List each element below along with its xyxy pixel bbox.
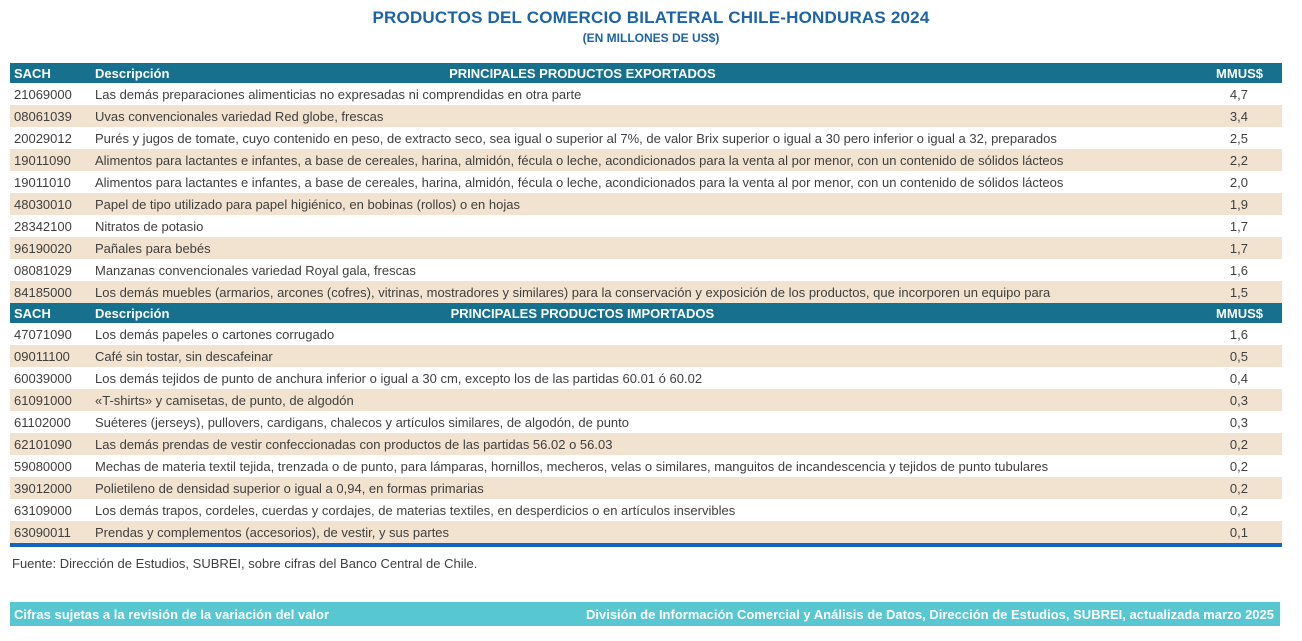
page-title: PRODUCTOS DEL COMERCIO BILATERAL CHILE-HONDURAS 2024 [372,8,930,27]
table-row [10,521,1282,543]
product-description: Nitratos de potasio [95,218,204,234]
banner-note-right: División de Información Comercial y Análisis de Datos, Dirección de Estudios, SUBREI, actualizada marzo 2025 [585,606,1274,622]
column-header-mmus: MMUS$ [1216,65,1263,81]
value-mmus: 0,1 [1229,524,1248,540]
column-header-sach: SACH [14,305,51,321]
sach-code: 60039000 [14,370,72,386]
banner-note-left: Cifras sujetas a la revisión de la variación del valor [14,606,330,622]
document-page [0,8,1302,641]
sach-code: 62101090 [14,436,72,452]
product-description: Papel de tipo utilizado para papel higiénico, en bobinas (rollos) o en hojas [95,196,520,212]
column-header-description: Descripción [95,65,170,81]
trade-table [10,63,1282,547]
product-description: «T-shirts» y camisetas, de punto, de algodón [95,392,354,408]
value-mmus: 1,9 [1229,196,1248,212]
table-row [10,455,1282,477]
table-row [10,499,1282,521]
value-mmus: 0,2 [1229,458,1248,474]
footer-banner [10,602,1280,626]
table-row [10,105,1282,127]
value-mmus: 2,2 [1229,152,1248,168]
product-description: Los demás muebles (armarios, arcones (cofres), vitrinas, mostradores y similares) para la conservación y exposición de los productos, que incorporen un equipo para [95,284,1051,300]
product-description: Alimentos para lactantes e infantes, a base de cereales, harina, almidón, fécula o leche, acondicionados para la venta al por menor, con un contenido de sólidos lácteos [95,152,1064,168]
column-header-sach: SACH [14,65,51,81]
sach-code: 21069000 [14,86,72,102]
exports-rows [10,83,1282,303]
sach-code: 08061039 [14,108,72,124]
product-description: Los demás papeles o cartones corrugado [95,326,335,342]
imports-header-row [10,303,1282,323]
table-row [10,193,1282,215]
sach-code: 59080000 [14,458,72,474]
product-description: Suéteres (jerseys), pullovers, cardigans, chalecos y artículos similares, de algodón, de punto [95,414,629,430]
table-row [10,259,1282,281]
sach-code: 84185000 [14,284,72,300]
sach-code: 19011010 [14,174,71,190]
imports-rows [10,323,1282,543]
value-mmus: 0,5 [1229,348,1248,364]
table-row [10,127,1282,149]
sach-code: 09011100 [14,348,70,364]
product-description: Café sin tostar, sin descafeinar [95,348,273,364]
value-mmus: 1,7 [1229,240,1248,256]
value-mmus: 1,6 [1229,262,1248,278]
value-mmus: 0,3 [1229,392,1248,408]
table-row [10,433,1282,455]
table-row [10,345,1282,367]
table-row [10,367,1282,389]
product-description: Alimentos para lactantes e infantes, a base de cereales, harina, almidón, fécula o leche, acondicionados para la venta al por menor, con un contenido de sólidos lácteos [95,174,1064,190]
source-note: Fuente: Dirección de Estudios, SUBREI, sobre cifras del Banco Central de Chile. [12,556,478,571]
sach-code: 96190020 [14,240,72,256]
sach-code: 61091000 [14,392,72,408]
value-mmus: 0,4 [1229,370,1248,386]
value-mmus: 0,2 [1229,502,1248,518]
bottom-divider-line [10,543,1282,547]
table-row [10,477,1282,499]
column-header-mmus: MMUS$ [1216,305,1263,321]
sach-code: 20029012 [14,130,72,146]
value-mmus: 4,7 [1229,86,1248,102]
value-mmus: 3,4 [1229,108,1248,124]
value-mmus: 0,3 [1229,414,1248,430]
sach-code: 63090011 [14,524,71,540]
column-header-description: Descripción [95,305,170,321]
product-description: Uvas convencionales variedad Red globe, frescas [95,108,384,124]
product-description: Las demás preparaciones alimenticias no expresadas ni comprendidas en otra parte [95,86,582,102]
imports-section [10,303,1282,543]
value-mmus: 0,2 [1229,480,1248,496]
value-mmus: 1,7 [1229,218,1248,234]
table-row [10,323,1282,345]
product-description: Prendas y complementos (accesorios), de vestir, y sus partes [95,524,450,540]
page-subtitle: (EN MILLONES DE US$) [582,31,720,45]
table-row [10,171,1282,193]
value-mmus: 1,6 [1229,326,1248,342]
table-row [10,83,1282,105]
value-mmus: 1,5 [1229,284,1248,300]
value-mmus: 0,2 [1229,436,1248,452]
table-row [10,389,1282,411]
product-description: Purés y jugos de tomate, cuyo contenido en peso, de extracto seco, sea igual o superior al 7%, de valor Brix superior o igual a 30 pero inferior o igual a 32, preparados [95,130,1057,146]
product-description: Pañales para bebés [95,240,211,256]
product-description: Los demás tejidos de punto de anchura inferior o igual a 30 cm, excepto los de las partidas 60.01 ó 60.02 [95,370,703,386]
sach-code: 48030010 [14,196,72,212]
product-description: Las demás prendas de vestir confeccionadas con productos de las partidas 56.02 o 56.03 [95,436,613,452]
sach-code: 19011090 [14,152,71,168]
table-row [10,237,1282,259]
sach-code: 47071090 [14,326,72,342]
value-mmus: 2,5 [1229,130,1248,146]
table-row [10,215,1282,237]
table-row [10,281,1282,303]
product-description: Los demás trapos, cordeles, cuerdas y cordajes, de materias textiles, en desperdicios o en artículos inservibles [95,502,736,518]
sach-code: 39012000 [14,480,72,496]
table-row [10,411,1282,433]
exports-header-row [10,63,1282,83]
sach-code: 08081029 [14,262,72,278]
product-description: Manzanas convencionales variedad Royal gala, frescas [95,262,416,278]
product-description: Mechas de materia textil tejida, trenzada o de punto, para lámparas, hornillos, mecheros, velas o similares, manguitos de incandescencia y tejidos de punto tubulares [95,458,1049,474]
imports-section-title: PRINCIPALES PRODUCTOS IMPORTADOS [450,305,715,321]
value-mmus: 2,0 [1229,174,1248,190]
exports-section-title: PRINCIPALES PRODUCTOS EXPORTADOS [449,65,716,81]
table-row [10,149,1282,171]
exports-section [10,63,1282,303]
sach-code: 61102000 [14,414,71,430]
sach-code: 63109000 [14,502,72,518]
sach-code: 28342100 [14,218,72,234]
product-description: Polietileno de densidad superior o igual a 0,94, en formas primarias [95,480,484,496]
